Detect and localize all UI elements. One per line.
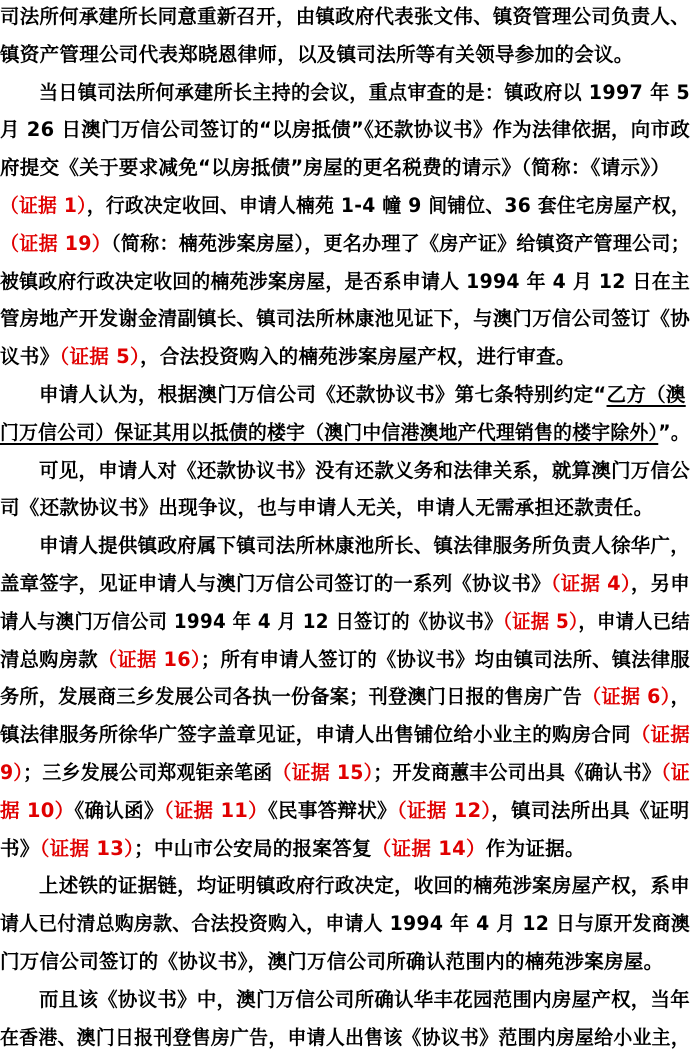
text-segment: 盖章签字，见证申请人与澳门万信公司签订的一系列《协议书》	[0, 572, 551, 595]
text-line	[0, 907, 700, 941]
line-fit-wrapper	[0, 265, 690, 299]
line-fit-wrapper	[39, 529, 690, 563]
text-segment: 申请人认为，根据澳门万信公司《还款协议书》第七条特别约定“	[39, 383, 607, 406]
text-line	[0, 416, 700, 450]
line-fit-wrapper	[0, 680, 690, 714]
text-segment: 请人与澳门万信公司 1994 年 4 月 12 日签订的《协议书》	[0, 609, 503, 633]
text-line	[0, 151, 700, 185]
evidence-citation: （证据 14）	[371, 836, 486, 860]
text-line	[0, 756, 700, 790]
line-fit-wrapper	[0, 643, 690, 677]
text-segment: 请人已付清总购房款、合法投资购入，申请人 1994 年 4 月 12 日与原开发商澳	[0, 912, 690, 936]
text-segment: 可见，申请人对《还款协议书》没有还款义务和法律关系，就算澳门万信公	[39, 458, 690, 482]
text-line	[0, 76, 700, 110]
text-line	[0, 227, 700, 261]
text-segment: 作为证据。	[485, 836, 585, 860]
text-line	[0, 945, 700, 979]
text-line	[0, 113, 700, 147]
text-line	[0, 869, 700, 903]
line-fit-wrapper	[0, 567, 690, 601]
text-segment: 被镇政府行政决定收回的楠苑涉案房屋，是否系申请人 1994 年 4 月 12 日在主	[0, 269, 690, 293]
text-line	[0, 0, 700, 34]
text-segment: 书》	[0, 836, 40, 860]
evidence-citation: （证据	[630, 723, 690, 747]
text-segment: 《民事答辩状》	[267, 798, 397, 822]
text-segment: 申请人提供镇政府属下镇司法所林康池所长、镇法律服务所负责人徐华广，	[39, 534, 690, 558]
evidence-citation: 据 10）	[0, 798, 75, 822]
text-line	[0, 378, 700, 412]
line-fit-wrapper	[0, 718, 690, 752]
line-fit-wrapper	[0, 113, 690, 147]
text-segment: 《确认函》	[74, 798, 164, 822]
text-line	[0, 189, 700, 223]
text-line	[0, 265, 700, 299]
text-line	[0, 718, 700, 752]
text-segment: ；所有申请人签订的《协议书》均由镇司法所、镇法律服	[200, 647, 691, 671]
text-line	[0, 1021, 700, 1055]
text-line	[0, 302, 700, 336]
line-fit-wrapper	[0, 605, 690, 639]
line-fit-wrapper	[0, 907, 690, 941]
underlined-quote: 乙方（澳	[606, 383, 686, 406]
evidence-citation: （证据 4）	[550, 572, 631, 595]
evidence-citation: （证据 5）	[59, 345, 141, 369]
line-fit-wrapper	[39, 454, 690, 488]
text-segment: 门万信公司签订的《协议书》，澳门万信公司所确认范围内的楠苑涉案房屋。	[0, 950, 664, 973]
text-line	[0, 832, 700, 866]
line-fit-wrapper	[0, 0, 690, 34]
text-segment: 司法所何承建所长同意重新召开，由镇政府代表张文伟、镇资管理公司负责人、	[0, 5, 690, 28]
evidence-citation: （证据 6）	[582, 685, 671, 709]
evidence-citation: （证据 13）	[39, 836, 135, 860]
evidence-citation: （证	[661, 761, 690, 784]
evidence-citation: （证据 16）	[97, 647, 201, 671]
line-fit-wrapper	[39, 869, 690, 903]
text-segment: ，	[670, 685, 691, 709]
text-segment: ，行政决定收回、申请人楠苑 1-4 幢 9 间铺位、36 套住宅房屋产权，	[86, 194, 691, 217]
text-segment: ；开发商蕙丰公司出具《确认书》	[373, 761, 662, 784]
line-fit-wrapper	[0, 302, 690, 336]
line-fit-wrapper	[0, 189, 690, 223]
text-line	[0, 491, 700, 525]
text-line	[0, 567, 700, 601]
evidence-citation: （证据 12）	[396, 798, 492, 822]
text-line	[0, 340, 700, 374]
text-segment: 而且该《协议书》中，澳门万信公司所确认华丰花园范围内房屋产权，当年	[39, 987, 690, 1011]
text-line	[0, 983, 700, 1017]
text-segment: ；三乡发展公司郑观钜亲笔函	[23, 761, 273, 784]
text-segment: 府提交《关于要求减免“以房抵债”房屋的更名税费的请示》（简称：《请示》）	[0, 156, 671, 180]
text-segment: ；中山市公安局的报案答复	[134, 836, 372, 860]
underlined-quote: 门万信公司）保证其用以抵债的楼宇（澳门中信港澳地产代理销售的楼宇除外）	[0, 420, 659, 444]
text-segment: 月 26 日澳门万信公司签订的“以房抵债”《还款协议书》作为法律依据，向市政	[0, 118, 690, 142]
line-fit-wrapper	[0, 416, 690, 450]
text-segment: 议书》	[0, 345, 60, 369]
text-line	[0, 605, 700, 639]
line-fit-wrapper	[39, 983, 690, 1017]
text-segment: 当日镇司法所何承建所长主持的会议，重点审查的是：镇政府以 1997 年 5	[39, 80, 690, 104]
text-line	[0, 38, 700, 72]
text-segment: ，镇司法所出具《证明	[491, 798, 690, 822]
evidence-citation: （证据 1）	[0, 194, 87, 217]
text-segment: 管房地产开发谢金清副镇长、镇司法所林康池见证下，与澳门万信公司签订《协	[0, 307, 690, 331]
line-fit-wrapper	[0, 1021, 690, 1055]
evidence-citation: （证据 15）	[272, 761, 374, 784]
text-line	[0, 794, 700, 828]
line-fit-wrapper	[0, 227, 690, 261]
text-line	[0, 643, 700, 677]
text-segment: 在香港、澳门日报刊登售房广告，申请人出售该《协议书》范围内房屋给小业主，	[0, 1025, 691, 1049]
text-segment: 司《还款协议书》出现争议，也与申请人无关，申请人无需承担还款责任。	[0, 496, 654, 520]
evidence-citation: （证据 5）	[502, 609, 579, 633]
evidence-citation: 9）	[0, 761, 24, 784]
evidence-citation: （证据 11）	[163, 798, 268, 822]
evidence-citation: （证据 19）	[0, 231, 112, 255]
text-line	[0, 529, 700, 563]
text-line	[0, 454, 700, 488]
text-segment: （简称：楠苑涉案房屋），更名办理了《房产证》给镇资产管理公司；	[111, 231, 690, 255]
text-segment: 镇法律服务所徐华广签字盖章见证，申请人出售铺位给小业主的购房合同	[0, 723, 631, 747]
line-fit-wrapper	[0, 756, 690, 790]
text-segment: ，另申	[630, 572, 690, 595]
text-segment: 务所，发展商三乡发展公司各执一份备案；刊登澳门日报的售房广告	[0, 685, 583, 709]
text-segment: ，合法投资购入的楠苑涉案房屋产权，进行审查。	[140, 345, 576, 369]
text-segment: 上述铁的证据链，均证明镇政府行政决定，收回的楠苑涉案房屋产权，系申	[39, 874, 690, 898]
line-fit-wrapper	[39, 76, 690, 110]
text-line	[0, 680, 700, 714]
text-segment: 清总购房款	[0, 647, 98, 671]
text-segment: ，申请人已结	[578, 609, 690, 633]
text-segment: 镇资产管理公司代表郑晓恩律师，以及镇司法所等有关领导参加的会议。	[0, 42, 634, 66]
text-segment: ”。	[658, 420, 690, 444]
